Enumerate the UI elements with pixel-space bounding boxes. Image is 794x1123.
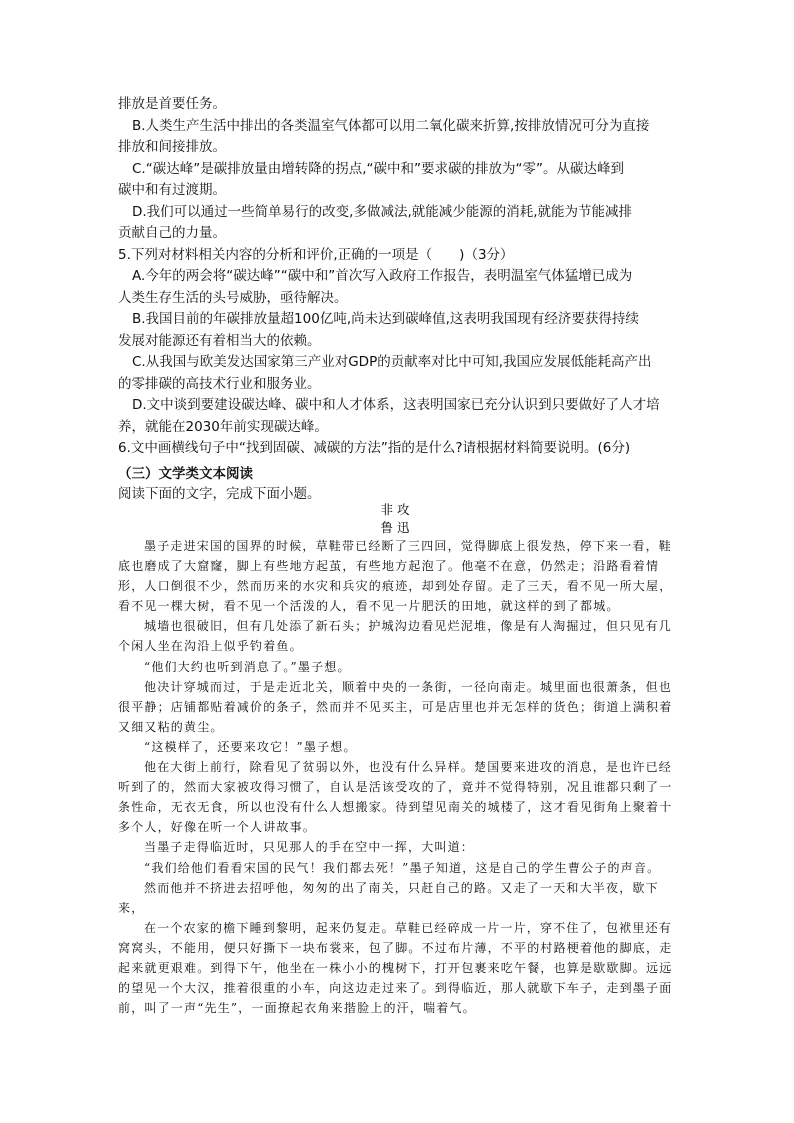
text-line: 人类生存生活的头号威胁，亟待解决。 (118, 289, 348, 306)
question-5: 5.下列对材料相关内容的分析和评价,正确的一项是（ )（3分） (118, 246, 514, 263)
text-line: 碳中和有过渡期。 (118, 182, 226, 198)
story-paragraph: 墨子走进宋国的国界的时候，草鞋带已经断了三四回，觉得脚底上很发热，停下来一看，鞋底也磨成了大窟窿，脚上有些地方起茧，有些地方起泡了。他毫不在意，仍然走；沿路看着情形，人口倒很不少，然而历来的水灾和兵灾的痕迹，却到处存留。走了三天，看不见一所大屋，看不见一棵大树，看不见一个活泼的人，看不见一片肥沃的田地，就这样的到了都城。 (118, 539, 673, 614)
q5-option-b: B.我国目前的年碳排放量超100亿吨,尚未达到碳峰值,这表明我国现有经济要获得持续 (132, 311, 639, 327)
story-paragraph: 城墙也很破旧，但有几处添了新石头；护城沟边看见烂泥堆，像是有人淘掘过，但只见有几个闲人坐在沟沿上似乎钓着鱼。 (118, 619, 673, 654)
q5-option-c: C.从我国与欧美发达国家第三产业对GDP的贡献率对比中可知,我国应发展低能耗高产出 (132, 354, 652, 370)
story-paragraph: “这模样了，还要来攻它！”墨子想。 (144, 739, 357, 754)
text-line: 发展对能源还有着相当大的依赖。 (118, 332, 321, 349)
story-paragraph: 在一个农家的檐下睡到黎明，起来仍复走。草鞋已经碎成一片一片，穿不住了，包袱里还有窝窝头，不能用，便只好撕下一块布裳来，包了脚。不过布片薄，不平的村路梗着他的脚底，走起来就更艰难。到得下午，他坐在一株小小的槐树下，打开包裹来吃午餐，也算是歇歇脚。远远的望见一个大汉，推着很重的小车，向这边走过来了。到得临近，那人就歇下车子，走到墨子面前，叫了一声“先生”，一面撩起衣角来揩脸上的汗，喘着气。 (118, 920, 673, 1016)
text-line: 的零排碳的高技术行业和服务业。 (118, 375, 321, 392)
option-d-line: D.我们可以通过一些简单易行的改变,多做减法,就能减少能源的消耗,就能为节能减排 (132, 203, 633, 220)
story-body (118, 536, 675, 1018)
story-paragraph: 然而他并不挤进去招呼他，匆匆的出了南关，只赶自己的路。又走了一天和大半夜，歇下来， (118, 880, 659, 915)
section-title: （三）文学类文本阅读 (118, 466, 253, 482)
text-line: 贡献自己的力量。 (118, 225, 226, 241)
section-instruction: 阅读下面的文字，完成下面小题。 (118, 486, 321, 502)
story-paragraph: 他决计穿城而过，于是走近北关，顺着中央的一条街，一径向南走。城里面也很萧条，但也很平静；店铺都贴着减价的条子，然而并不见买主，可是店里也并无怎样的货色；街道上满积着又细又粘的黄尘。 (118, 679, 673, 734)
story-title: 非攻 (380, 502, 414, 517)
q5-option-d: D.文中谈到要建设碳达峰、碳中和人才体系，这表明国家已充分认识到只要做好了人才培 (132, 397, 660, 413)
story-paragraph: “我们给他们看看宋国的民气！我们都去死！”墨子知道，这是自己的学生曹公子的声音。 (144, 860, 661, 875)
q5-option-a: A.今年的两会将“碳达峰”“碳中和”首次写入政府工作报告，表明温室气体猛增已成为 (132, 268, 633, 284)
question-block (118, 94, 678, 460)
question-6: 6.文中画横线句子中“找到固碳、减碳的方法”指的是什么?请根据材料简要说明。(6分) (118, 440, 631, 456)
option-b-line: B.人类生产生活中排出的各类温室气体都可以用二氧化碳来折算,按排放情况可分为直接 (132, 117, 650, 134)
text-line: 排放和间接排放。 (118, 139, 226, 155)
story-paragraph: “他们大约也听到消息了。”墨子想。 (144, 659, 351, 674)
story-paragraph: 当墨子走得临近时，只见那人的手在空中一挥，大叫道： (144, 840, 475, 855)
story-author: 鲁迅 (380, 520, 414, 535)
text-line: 排放是首要任务。 (118, 96, 226, 112)
text-line: 养，就能在2030年前实现碳达峰。 (118, 418, 328, 435)
story-paragraph: 他在大街上前行，除看见了贫弱以外，也没有什么异样。楚国要来进攻的消息，是也许已经听到了的，然而大家被攻得习惯了，自认是活该受攻的了，竟并不觉得特别，况且谁都只剩了一条性命，无衣无食，所以也没有什么人想搬家。待到望见南关的城楼了，这才看见街角上聚着十多个人，好像在听一个人讲故事。 (118, 760, 673, 835)
option-c-line: C.“碳达峰”是碳排放量由增转降的拐点,“碳中和”要求碳的排放为“零”。从碳达峰到 (132, 160, 624, 177)
